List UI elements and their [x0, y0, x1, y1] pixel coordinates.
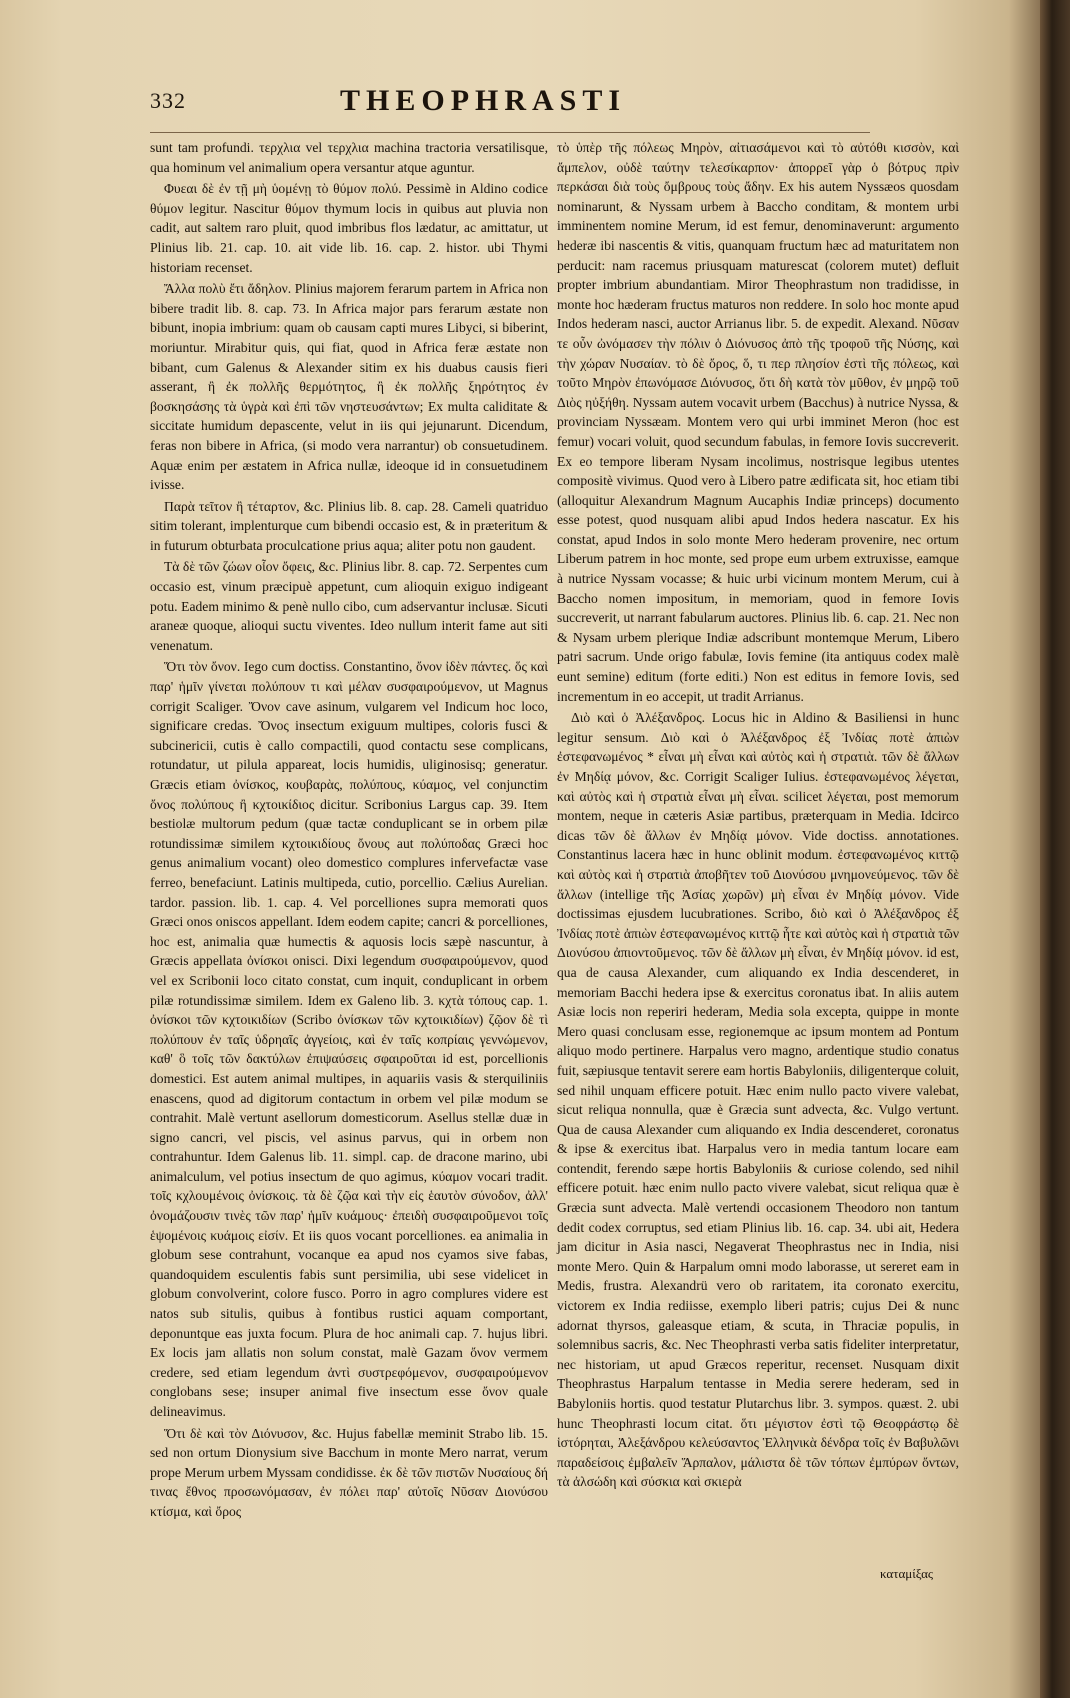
paragraph: Διὸ καὶ ὁ Ἀλέξανδρος. Locus hic in Aldino & Basiliensi in hunc legitur sensum. Διὸ καὶ ὁ Ἀλέξανδρος ἐξ Ἰνδίας ποτὲ ἀπιὼν ἐστεφανωμένος * εἶναι μὴ εἶναι καὶ αὐτὸς καὶ ἡ στρατιὰ. τῶν δὲ ἄλλων ἐν Μηδίᾳ μόνον, &c. Corrigit Scaliger Iulius. ἐστεφανωμένος λέγεται, καὶ αὐτὸς καὶ ἡ στρατιὰ εἶναι μὴ εἶναι. scilicet λέγεται, post memorum montem, neque in cæteris Asiæ partibus, præterquam in Media. Idcirco dicas τῶν δὲ ἄλλων ἐν Μηδίᾳ μόνον. Vide doctiss. annotationes. Constantinus lacera hæc in hunc oblinit modum. ἐστεφανωμένος κιττῷ καὶ αὐτὸς καὶ ἡ στρατιὰ ἀποβῆτεν τοῦ Διονύσου μνημονεύμενος. τῶν δὲ ἄλλων (intellige τῆς Ἀσίας χωρῶν) μὴ εἶναι ἐν Μηδίᾳ μόνον. Vide doctissimas ejusdem lucubrationes. Scribo, διὸ καὶ ὁ Ἀλέξανδρος ἐξ Ἰνδίας ποτὲ ἀπιὼν ἐστεφανωμένος κιττῷ ἦτε καὶ αὐτὸς καὶ ἡ στρατιὰ τῶν Διονύσου ἀπιοντοῦμενος. τῶν δὲ ἄλλων μὴ εἶναι, ἐν Μηδίᾳ μόνον. id est, qua de causa Alexander, cum aliquando ex India descenderet, in memoriam Bacchi hedera ipse & exercitus coronatus ibat. In aliis autem Asiæ locis non reperiri hederam, Media sola excepta, quippe in monte Mero quasi conclusam esse, regionemque ac ipsum montem ad Pontum aliquo modo pertinere. Harpalus vero magno, ardentique studio conatus fuit, sæpiusque tentavit serere eam hortis Babyloniis, diligenterque coluit, sed nihil unquam efficere potuit. Hæc enim nullo pacto vivere valebat, sicut reliqua nonnulla, quæ è Græcia sunt advecta, &c. Vulgo vertunt. Qua de causa Alexander cum aliquando ex India descenderet, coronatus & ipse & exercitus ibat. Harpalus vero in media tantum locare eam contendit, ferendo sæpe hortis Babyloniis & curiose colendo, sed nihil efficere potuit. hæc enim nullo pacto vivere valebat, sicut reliqua quæ è Græcia sunt advecta. Malè vertendi occasionem Theodoro non tantum dedit codex corruptus, sed etiam Plinius lib. 16. cap. 34. ubi ait, Hedera jam dicitur in Asia nasci, Negaverat Theophrastus nec in India, nisi monte Mero. Quin & Harpalum omni modo laborasse, ut sereret eam in Medis, frustra. Alexandrü vero ob raritatem, ita coronato exercitu, victorem ex India rediisse, exemplo liberi patris; cujus Dei & nunc adornat thyrsos, galeasque etiam, & scuta, in Thraciæ populis, in solemnibus sacris, &c. Nec Theophrasti verba satis fideliter interpretatur, nec historiam, ut apud Græcos reperitur, recenset. Nusquam dixit Theophrastus Harpalum tentasse in Media serere hederam, sed in Babyloniis hortis. quod testatur Plutarchus libr. 3. sympos. quæst. 2. ubi hunc Theophrasti locum citat. ὅτι μέγιστον ἐστὶ τῷ Θεοφράστῳ δὲ ἱστόρηται, Ἀλεξάνδρου κελεύσαντος Ἑλληνικὰ δένδρα τοῖς ἐν Βαβυλῶνι παραδείσοις ἐμβαλεῖν Ἅρπαλον, μάλιστα δὲ τῶν τόπων ἐμπύρων ὄντων, τὰ ἀλσώδη καὶ σύσκια καὶ σκιερὰ — [557, 710, 959, 1490]
paragraph: Τὰ δὲ τῶν ζώων οἷον ὄφεις, &c. Plinius libr. 8. cap. 72. Serpentes cum occasio est, vinum præcipuè appetunt, cum alioquin exiguo indigeant potu. Eadem minimo & penè nullo cibo, cum adservantur inclusæ. Sicuti araneæ quoque, alioqui suctu viventes. Ideo nullum interit fame aut siti venenatum. — [150, 559, 548, 653]
book-spine — [1040, 0, 1070, 1698]
header-rule — [150, 132, 870, 133]
paragraph: Ἄλλα πολὺ ἔτι ἄδηλον. Plinius majorem ferarum partem in Africa non bibere tradit lib. 8. cap. 73. In Africa major pars ferarum æstate non bibunt, inopia imbrium: quam ob causam capti mures Libyci, si biberint, moriuntur. Mirabitur quis, qui fiat, quod in Africa feræ æstate non bibant, cum Galenus & Alexander sitim ex his duabus causis fieri asserant, ἢ ἐκ πολλῆς θερμότητος, ἢ ἐκ πολλῆς ξηρότητος ἐν βοσκησάσης τὰ ὑγρὰ καὶ ἐπὶ τῶν νηστευσάντων; Ex multa caliditate & siccitate humidum depascente, velut in iis qui jejunarunt. Dicendum, feras non bibere in Africa, (si modo vera narrantur) ob consuetudinem. Aquæ enim per æstatem in Africa nullæ, ideoque id in consuetudinem ivisse. — [150, 281, 548, 493]
paragraph: τὸ ὑπὲρ τῆς πόλεως Μηρὸν, αἰτιασάμενοι καὶ τὸ αὐτόθι κισσὸν, καὶ ἄμπελον, οὐδὲ ταύτην τελεσίκαρπον· ἀπορρεῖ γὰρ ὁ βότρυς πρὶν περκάσαι διὰ τοὺς ὄμβρους τοὺς ἄδην. Ex his autem Nyssæos quosdam nominarunt, & Nyssam urbem à Baccho conditam, & montem urbi imminentem nomine Merum, id est femur, denominaverunt: argumento hederæ ibi nascentis & vitis, quanquam fructum hæc ad maturitatem non perducit: nam racemus priusquam maturescat (colorem mutet) defluit propter imbrium abundantiam. Miror Theophrastum non tradidisse, in monte hoc hæderam fructus maturos non reddere. In solo hoc monte apud Indos hederam nasci, auctor Arrianus libr. 5. de expedit. Alexand. Νῦσαν τε οὖν ὠνόμασεν τὴν πόλιν ὁ Διόνυσος ἀπὸ τῆς τροφοῦ τῆς Νύσης, καὶ τὴν χώραν Νυσαίαν. τὸ δὲ ὄρος, ὅ, τι περ πλησίον ἐστὶ τῆς πόλεως, καὶ τοῦτο Μηρὸν ἐπωνόμασε Διόνυσος, ὅτι δὴ κατὰ τὸν μῦθον, ἐν μηρῷ τοῦ Διὸς ηὐξήθη. Nyssam autem vocavit urbem (Bacchus) à nutrice Nyssa, & provinciam Nyssæam. Montem vero qui urbi imminet Meron (hoc est femur) vocari voluit, quod secundum fabulas, in femore Iovis succreverit. Ex eo tempore liberam Nysam incolimus, nostrisque legibus utentes compositè vivimus. Quod vero à Libero patre ædificata sit, hoc etiam tibi (alloquitur Alexandrum Magnum Aucaphis Indiæ princeps) documento esse potest, quod nusquam alibi apud Indos hedera nascatur. Ex his constat, apud Indos in solo monte Mero hederam provenire, nec ortum Liberum patrem in hoc monte, sed prope eum urbem extruxisse, eamque à nutrice Nyssam vocasse; & huic urbi vicinum montem Merum, cui à Baccho nomen impositum, in memoriam, quod in femore Iovis succreverit, ut narrant fabularum auctores. Plinius lib. 6. cap. 21. Nec non & Nysam urbem plerique Indiæ adscribunt montemque Merum, Libero patri sacrum. Unde origo fabulæ, Iovis femine (ita antiquus codex malè eunt semine) editum (forte editi.) Non est editus in femore Iovis, sed incrementum in eo accepit, ut tradit Arrianus. — [557, 140, 959, 704]
paragraph: Παρὰ τεῖτον ἢ τέταρτον, &c. Plinius lib. 8. cap. 28. Cameli quatriduo sitim tolerant, implenturque cum bibendi occasio est, & in præteritum & in futurum obturbata proculcatione prius aqua; aliter potu non gaudent. — [150, 498, 548, 553]
paragraph: Ὅτι τὸν ὄνον. Iego cum doctiss. Constantino, ὄνον ἰδὲν πάντες. ὅς καὶ παρ' ἡμῖν γίνεται πολύπουν τι καὶ μέλαν συσφαιρούμενον, ut Magnus corrigit Scaliger. Ὄνον cave asinum, vulgarem vel Indicum hoc loco, significare credas. Ὄνος insectum exiguum multipes, coloris fusci & subcinericii, cutis è callo compactili, quod contactu sese complicans, rotundatur, ut pilula appareat, locis humidis, uliginosisq; generatur. Græcis etiam ὀνίσκος, κουβαρὰς, πολύπους, κύαμος, vel conjunctim ὄνος πολύπους ἢ κχτοικίδιος dicitur. Scribonius Largus cap. 39. Item bestiolæ multorum pedum (quæ tactæ conduplicant se in orbem pilæ rotundissimæ similem κχτοικιδίους ὄνους aut πολύποδας Græci hoc genus animalium vocant) oleo domestico complures infervefactæ vase ferreo, benefaciunt. Latinis multipeda, cutio, porcellio. Cælius Aurelian. tardor. passion. lib. 1. cap. 4. Vel porcelliones supra memorati quos Græci onos oniscos appellant. Idem eodem capite; cancri & porcelliones, hoc est, animalia quæ humectis & aquosis locis sæpè nascuntur, à Græcis appellata ὀνίσκοι onisci. Dixi legendum συσφαιρούμενον, quod vel ex Scribonii loco citato constat, cum inquit, conduplicant in orbem pilæ rotundissimæ similem. Idem ex Galeno lib. 3. κχτὰ τόπους cap. 1. ὀνίσκοι τῶν κχτοικιδίων (Scribo ὀνίσκων τῶν κχτοικιδίων) ζῷον δὲ τὶ πολύπουν ἐν ταῖς ὑδρηαῖς ἀγγείοις, καὶ ἐν ταῖς κοπρίαις γεννώμενον, καθ' ὃ τοῖς τῶν δακτύλων ἐπιψαύσεις σφαιροῦται id est, porcellionis domestici. Est autem animal multipes, in aquariis vasis & sterquiliniis enascens, quod ad digitorum contactum in orbem vel pilæ modum se contrahit. Malè vertunt asellorum domesticorum. Asellus stellæ duæ in signo cancri, vel piscis, vel asinus parvus, qui in orbem non contrahuntur. Idem Galenus lib. 11. simpl. cap. de dracone marino, ubi animalculum, vel potius insectum de quo agimus, κύαμον vocari tradit. τοῖς κχλουμένοις ὀνίσκοις. τὰ δὲ ζῷα καὶ τὴν εἰς ἑαυτὸν σύνοδον, ἀλλ' ὀνομάζουσιν τινὲς τῶν παρ' ἡμῖν κυάμους· ἐπειδὴ συσφαιροῦμενοι τοῖς ἑψομένοις κυάμοις εἰσίν. Et iis quos vocant porcelliones. ea animalia in globum sese contrahunt, vocanque ea apud nos cyamos sive fabas, quandoquidem esculentis fabis sunt persimilia, ubi sese videlicet in globum convolverint, colore fusco. Porro in agro complures videre est natos sub situlis, quibus à fontibus rustici aquam comportant, deponuntque eas juxta focum. Plura de hoc animali cap. 7. hujus libri. Ex locis jam allatis non solum constat, malè Gazam ὄνον vermem credere, sed etiam legendum ἀντὶ συστρεφόμενον, συσφαιρούμενον conglobans sese; insuper animal five insectum esse ὄνον quale delineavimus. — [150, 659, 548, 1419]
left-column — [150, 138, 548, 1519]
right-column — [557, 138, 959, 1558]
paragraph: Ὅτι δὲ καὶ τὸν Διόνυσον, &c. Hujus fabellæ meminit Strabo lib. 15. sed non ortum Dionysium sive Bacchum in monte Mero narrat, verum prope Merum urbem Myssam condidisse. ἐκ δὲ τῶν πιστῶν Νυσαίους δή τινας ἔθνος προσωνόμασαν, ἐν πόλει παρ' αὐτοῖς Νῦσαν Διονύσου κτίσμα, καὶ ὄρος — [150, 1425, 548, 1519]
paragraph: sunt tam profundi. τερχλια vel τερχλια machina tractoria versatilisque, qua hominum vel animalium opera versantur atque aguntur. — [150, 140, 548, 175]
running-head: THEOPHRASTI — [340, 84, 627, 117]
catchword: καταμίξας — [880, 1566, 934, 1581]
page-header — [150, 82, 710, 122]
page-number: 332 — [150, 88, 186, 113]
paragraph: Φυεαι δὲ ἐν τῇ μὴ ὑομένῃ τὸ θύμον πολύ. Pessimè in Aldino codice θύμον legitur. Nascitur θύμον thymum locis in quibus aut pluvia non cadit, aut saltem raro pluit, quod imbribus flos lædatur, ac amittatur, ut Plinius lib. 21. cap. 10. ait vide lib. 16. cap. 2. histor. ubi Thymi historiam recenset. — [150, 181, 548, 275]
